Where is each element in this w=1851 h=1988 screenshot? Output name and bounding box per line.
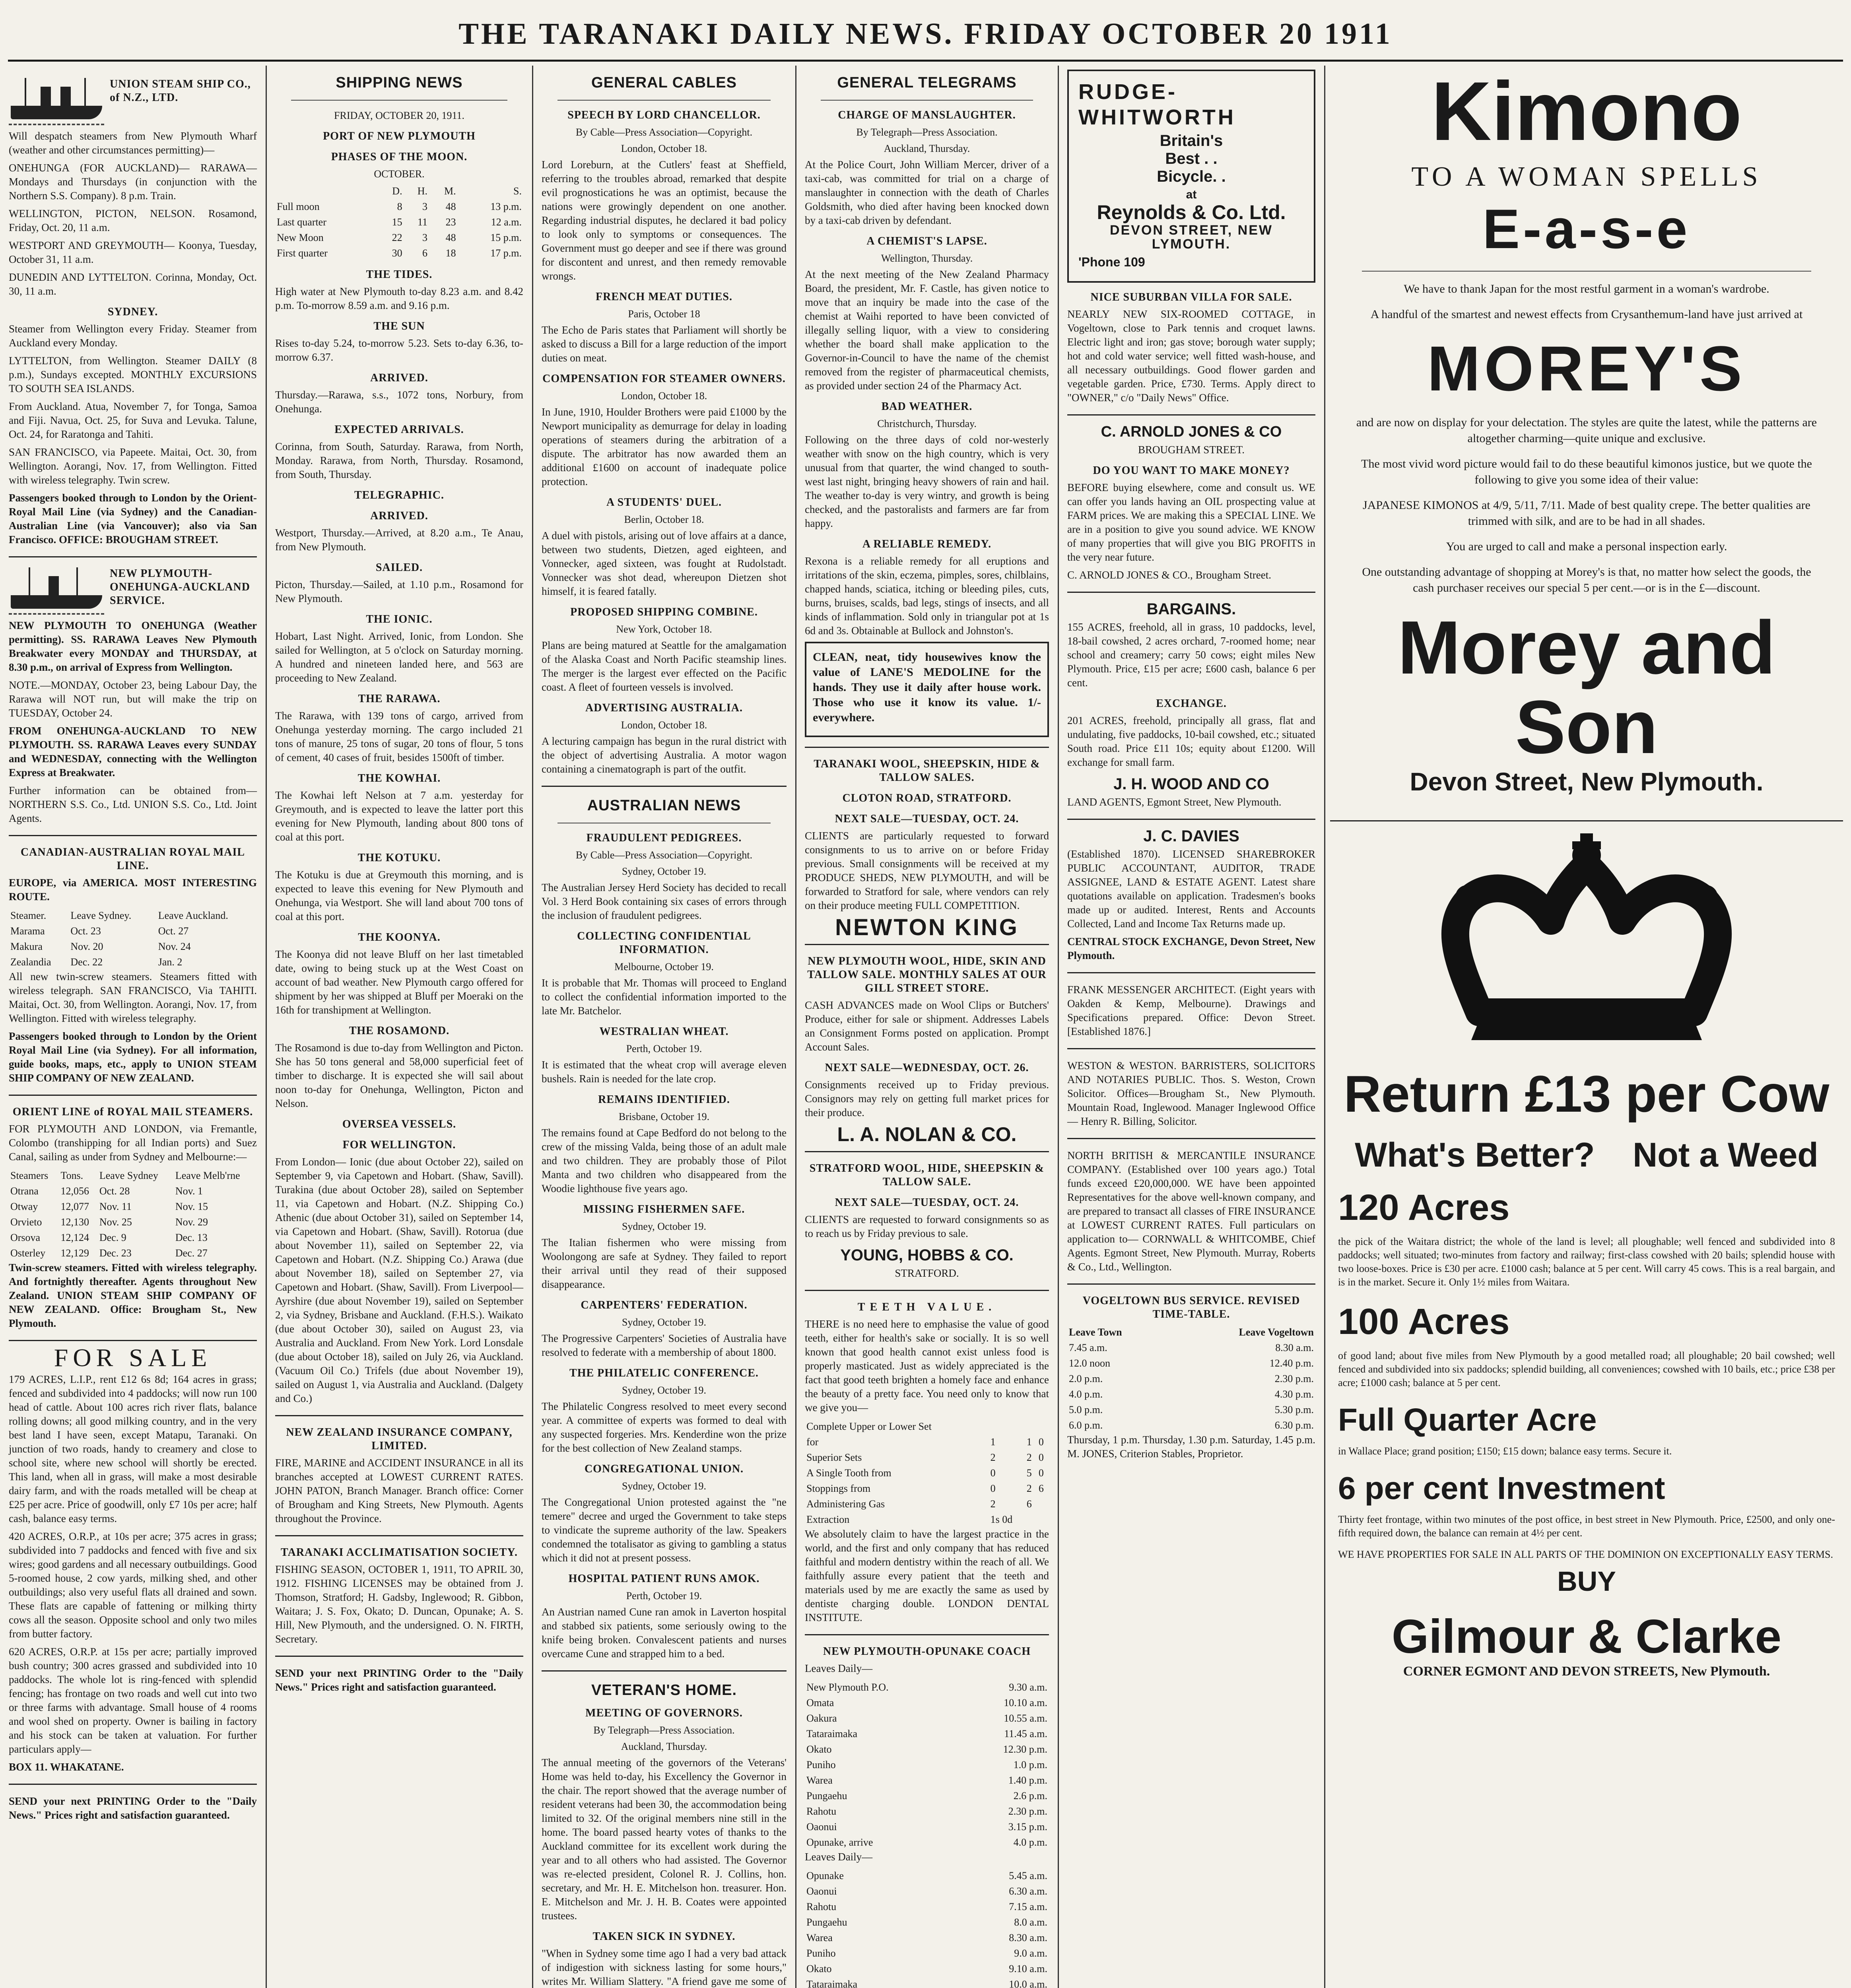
davies-head: J. C. DAVIES (1143, 827, 1239, 845)
shipping-date: FRIDAY, OCTOBER 20, 1911. (334, 110, 464, 121)
divider (291, 100, 507, 101)
tel-date: Wellington, Thursday. (881, 252, 973, 264)
tel-text: Following on the three days of cold nor-westerly weather with snow on the high country, which is very unusual from that quarter, the wind changed to south-west last night, bringing heavy showers of rain and hail. The weather to-day is very wintry, and growth is being checked, and the pastoralists and farmers are far from happy. (805, 434, 1049, 529)
aus-date: Perth, October 19. (626, 1590, 702, 1602)
printing-ad: SEND your next PRINTING Order to the "Daily News." Prices right and satisfaction guaranteed. (275, 1667, 523, 1693)
sale-note: Consignments received up to Friday previous. Consignors may rely on getting full market prices for their produce. (805, 1079, 1049, 1118)
arrived2-head: ARRIVED. (370, 510, 428, 522)
divider (805, 1634, 1049, 1635)
aus-date: Melbourne, October 19. (614, 961, 714, 973)
ease-title: E-a-s-e (1482, 198, 1691, 260)
canadian-head: CANADIAN-AUSTRALIAN ROYAL MAIL LINE. (20, 846, 245, 872)
morey-son-title: Morey and Son (1397, 606, 1776, 769)
veterans-title: VETERAN'S HOME. (591, 1682, 737, 1699)
acres-120-head: 120 Acres (1338, 1187, 1510, 1228)
expected-text: Corinna, from South, Saturday. Rarawa, from North, Monday. Rarawa, from North, Thursday. Rosamond, from South, Thursday. (275, 441, 523, 480)
tel-head: BAD WEATHER. (881, 400, 973, 413)
divider (1067, 1048, 1315, 1049)
cow-sub2: Not a Weed (1633, 1136, 1818, 1174)
kotuku-text: The Kotuku is due at Greymouth this morning, and is expected to leave this evening for New Plymouth and Onehunga, via Westport. She will land about 700 tons of coal at this port. (275, 869, 523, 922)
wood-head: J. H. WOOD AND CO (1113, 775, 1269, 793)
orient-ad (9, 1105, 257, 1330)
forsale-420: 420 ACRES, O.R.P., at 10s per acre; 375 acres in grass; subdivided into 7 paddocks and fenced with five and six wires; good gardens and all necessary outbuildings. Good 5-roomed house, 2 cow yards, milking shed, and other outbuildings; also very useful flats all drained and sown. These flats are capable of fattening or milking thirty cows all the season. Opposite school and only two miles from butter factory. (9, 1530, 257, 1640)
aus-text: An Austrian named Cune ran amok in Laverton hospital and stabbed six patients, some seriously owing to the knife being broken. Convalescent patients and nurses overcame Cune and strapped him to a bed. (542, 1606, 787, 1660)
nzins-head: NEW ZEALAND INSURANCE COMPANY, LIMITED. (286, 1426, 513, 1452)
lane-text: CLEAN, neat, tidy housewives know the value of LANE'S MEDOLINE for the hands. They use it daily after house work. Those who use it know its value. 1/- everywhere. (813, 650, 1041, 724)
telegraphic-head: TELEGRAPHIC. (354, 489, 444, 501)
cow-sub1: What's Better? (1355, 1136, 1595, 1174)
arnold-head: C. ARNOLD JONES & CO (1101, 423, 1282, 440)
divider (1067, 1138, 1315, 1139)
column-5 (1059, 66, 1324, 1988)
central-exchange: CENTRAL STOCK EXCHANGE, Devon Street, New Plymouth. (1067, 936, 1315, 961)
nps-note: NOTE.—MONDAY, October 23, being Labour Day, the Rarawa will NOT run, but will make the trip on TUESDAY, October 24. (9, 679, 257, 719)
printing-ad: SEND your next PRINTING Order to the "Daily News." Prices right and satisfaction guaranteed. (9, 1795, 257, 1821)
arrived2-text: Westport, Thursday.—Arrived, at 8.20 a.m., Te Anau, from New Plymouth. (275, 527, 523, 553)
tel-text: Rexona is a reliable remedy for all eruptions and irritations of the skin, eczema, pimples, sores, chilblains, chapped hands, sciatica, itching or bleeding piles, cuts, burns, bruises, scalds, bad legs, stings of insects, and all kinds of inflammation. Sold only in triangular pot at 1s 6d and 3s. Obtainable at Bullock and Johnston's. (805, 555, 1049, 637)
sale-sub: CLOTON ROAD, STRATFORD. (842, 792, 1012, 804)
bargain-155: 155 ACRES, freehold, all in grass, 10 paddocks, level, 18-bail cowshed, 2 acres orchard, 7-roomed home; near school and creamery; carry 50 cows; eight miles New Plymouth. Price, £15 per acre; £600 cash, balance 6 per cent. (1067, 621, 1315, 689)
moon-head: PHASES OF THE MOON. (331, 151, 468, 163)
orient-table: Steamers Tons. Leave Sydney Leave Melb'rne Otrana 12,056 Oct. 28 Nov. 1 Otway 12,077 Nov. 11 Nov. 15 Orvieto 12,130 Nov. 25 Nov. 29 Orsova 12,124 Dec. 9 Dec. 13 Osterley 12,129 Dec. 23 Dec. 27 (10, 1170, 240, 1259)
rudge-line: Best . . (1165, 150, 1218, 167)
divider (557, 100, 771, 101)
masthead-rule (8, 60, 1843, 62)
union-wellington: WELLINGTON, PICTON, NELSON. Rosamond, Friday, Oct. 20, 11 a.m. (9, 208, 257, 233)
aus-text: It is probable that Mr. Thomas will proceed to England to collect the confidential information imported to the late Mr. Batchelor. (542, 977, 787, 1017)
canadian-table: Steamer. Leave Sydney. Leave Auckland. Marama Oct. 23 Oct. 27 Makura Nov. 20 Nov. 24 Zealandia Dec. 22 Jan. 2 (10, 910, 228, 968)
aus-head: FRAUDULENT PEDIGREES. (586, 832, 742, 844)
nzins-text: FIRE, MARINE and ACCIDENT INSURANCE in all its branches accepted at LOWEST CURRENT RATES. JOHN PATON, Branch Manager. Branch office: Corner of Brougham and King Streets, New Plymouth. Agents throughout the Province. (275, 1457, 523, 1524)
newton-king: NEWTON KING (835, 914, 1019, 940)
coach-head: NEW PLYMOUTH-OPUNAKE COACH (823, 1645, 1031, 1658)
column-4 (796, 66, 1058, 1988)
divider (542, 1670, 787, 1672)
sale-text: CASH ADVANCES made on Wool Clips or Butchers' Produce, either for sale or shipment. Addresses Labels an Consignment Forms posted on application. Prompt Account Sales. (805, 999, 1049, 1053)
teeth-text: THERE is no need here to emphasise the value of good teeth, either for health's sake or socially. It is so well known that good health cannot exist unless food is properly masticated. Just as widely appreciated is the fact that good teeth brighten a homely face and enhance the beauty of a pretty face. You need only to know that we give you— (805, 1318, 1049, 1413)
vet-text: "When in Sydney some time ago I had a very bad attack of indigestion with sickness lasting for some hours," writes Mr. William Slattery. "A friend gave me some of (542, 1947, 787, 1987)
canadian-office: Passengers booked through to London by the Orient Royal Mail Line (via Sydney). For all information, guide books, maps, etc., apply to UNION STEAM SHIP COMPANY OF NEW ZEALAND. (9, 1030, 257, 1084)
cable-date: London, October 18. (621, 390, 707, 402)
woman-spells: TO A WOMAN SPELLS (1411, 161, 1762, 192)
vet-head: TAKEN SICK IN SYDNEY. (592, 1930, 736, 1943)
sailed-text: Picton, Thursday.—Sailed, at 1.10 p.m., Rosamond for New Plymouth. (275, 579, 523, 604)
aus-date: Sydney, October 19. (622, 1316, 707, 1328)
aus-date: Brisbane, October 19. (618, 1111, 710, 1122)
quarter-acre-head: Full Quarter Acre (1338, 1402, 1597, 1437)
divider (275, 1415, 523, 1416)
sale-head: TARANAKI WOOL, SHEEPSKIN, HIDE & TALLOW SALES. (814, 758, 1040, 784)
morey-p3: and are now on display for your delectation. The styles are quite the latest, while the patterns are altogether charming—quite unique and exclusive. (1356, 416, 1817, 445)
cable-date: London, October 18. (621, 719, 707, 731)
bus-table: Leave Town Leave Vogeltown 7.45 a.m. 8.30 a.m. 12.0 noon 12.40 p.m. 2.0 p.m. 2.30 p.m. 4.0 p.m. 4.30 p.m. 5.0 p.m. 5.30 p.m. 6.0 p.m. 6.30 p.m. (1069, 1326, 1314, 1431)
union-sanfran: SAN FRANCISCO, via Papeete. Maitai, Oct. 30, from Wellington. Aorangi, Nov. 17, from Wellington. Fitted with wireless telegraphy. Twin screw. (9, 446, 257, 486)
union-intro: Will despatch steamers from New Plymouth Wharf (weather and other circumstances permitting)— (9, 130, 257, 156)
telegrams-title: GENERAL TELEGRAMS (837, 74, 1017, 91)
aus-text: The remains found at Cape Bedford do not belong to the crew of the missing Valda, being those of an adult male and two children. They are probably those of Pilot Manta and two children who disappeared from the Woodie lighthouse five years ago. (542, 1127, 787, 1194)
divider (1067, 414, 1315, 415)
sale-next: NEXT SALE—TUESDAY, OCT. 24. (835, 1196, 1019, 1209)
tel-text: At the Police Court, John William Mercer, driver of a taxi-cab, was committed for trial on a charge of manslaughter in connection with the death of Charles Goldsmith, who died after having been knocked down by a taxi-cab driven by defendant. (805, 159, 1049, 226)
villa-text: NEARLY NEW SIX-ROOMED COTTAGE, in Vogeltown, close to Park tennis and croquet lawns. Electric light and iron; gas stove; borough water supply; hot and cold water service; well fitted wash-house, and all necessary outbuildings. Good flower garden and vegetable garden. Price, £730. Terms. Apply direct to "OWNER," c/o "Daily News" Office. (1067, 308, 1315, 404)
sale-head: STRATFORD WOOL, HIDE, SHEEPSKIN & TALLOW SALE. (809, 1162, 1045, 1188)
divider (805, 1290, 1049, 1291)
nps-body: NEW PLYMOUTH TO ONEHUNGA (Weather permitting). SS. RARAWA Leaves New Plymouth Breakwater every MONDAY and THURSDAY, at 8.30 p.m., on arrival of Express from Wellington. (9, 619, 257, 673)
villa-head: NICE SUBURBAN VILLA FOR SALE. (1090, 291, 1292, 303)
coach-table-return: Opunake 5.45 a.m. Oaonui 6.30 a.m. Rahotu 7.15 a.m. Pungaehu 8.0 a.m. Warea 8.30 a.m. Puniho 9.0 a.m. Okato 9.10 a.m. Tataraimaka 10.0 a.m. (806, 1870, 1047, 1988)
acres-100-head: 100 Acres (1338, 1301, 1510, 1342)
tel-date: Auckland, Thursday. (884, 143, 970, 154)
aus-head: MISSING FISHERMEN SAFE. (583, 1203, 745, 1215)
masthead-title: THE TARANAKI DAILY NEWS. FRIDAY OCTOBER 20 1911 (458, 17, 1393, 50)
tel-text: At the next meeting of the New Zealand Pharmacy Board, the president, Mr. F. Castle, has given notice to move that an inquiry be made into the case of the chemist at Waihi reported to have been convicted of illegally selling liquor, with a view to considering whether the board shall make application to the Governor-in-Council to have the name of the chemist removed from the register of pharmaceutical chemists, as provided under section 24 of the Pharmacy Act. (805, 268, 1049, 392)
rudge-addr: DEVON STREET, NEW LYMOUTH. (1110, 223, 1273, 252)
aus-text: The Congregational Union protested against the "ne temere" decree and urged the Government to take steps to vindicate the supreme authority of the law. Speakers condemned the totalisator as giving to gambling a status which it did not at present possess. (542, 1496, 787, 1564)
sun-head: THE SUN (373, 320, 425, 332)
tel-head: A RELIABLE REMEDY. (862, 538, 992, 550)
canadian-sub: EUROPE, via AMERICA. MOST INTERESTING ROUTE. (9, 877, 257, 903)
kotuku-head: THE KOTUKU. (357, 852, 441, 864)
union-sydney-head: SYDNEY. (107, 306, 158, 318)
divider (805, 1151, 1049, 1152)
rudge-line: Bicycle. . (1157, 168, 1226, 185)
tides-head: THE TIDES. (366, 268, 433, 281)
cable-date: London, October 18. (621, 143, 707, 154)
sale-head: NEW PLYMOUTH WOOL, HIDE, SKIN AND TALLOW SALE. MONTHLY SALES AT OUR GILL STREET STORE. (807, 955, 1047, 994)
cable-date: Paris, October 18 (628, 308, 700, 320)
gilmour-address: CORNER EGMONT AND DEVON STREETS, New Plymouth. (1403, 1664, 1770, 1679)
orient-note: Twin-screw steamers. Fitted with wireless telegraphy. And fortnightly thereafter. Agents throughout New Zealand. UNION STEAM SHIP COMPANY OF NEW ZEALAND. Office: Brougham St., New Plymouth. (9, 1262, 257, 1329)
cable-text: Plans are being matured at Seattle for the amalgamation of the Alaska Coast and North Pacific steamship lines. The merger is the largest ever effected on the Pacific coast. A fleet of fourteen vessels is involved. (542, 639, 787, 693)
aus-head: CONGREGATIONAL UNION. (584, 1463, 744, 1475)
union-dunedin: DUNEDIN AND LYTTELTON. Corinna, Monday, Oct. 30, 11 a.m. (9, 271, 257, 297)
union-sydney: Steamer from Wellington every Friday. Steamer from Auckland every Monday. (9, 323, 257, 349)
morey-ad (1330, 66, 1843, 1679)
divider (542, 786, 787, 787)
moreys-title: MOREY'S (1427, 333, 1746, 404)
divider (805, 944, 1049, 945)
shipping-title: SHIPPING NEWS (336, 74, 463, 91)
divider (9, 556, 257, 557)
nps-ad (9, 567, 257, 825)
aus-text: It is estimated that the wheat crop will average eleven bushels. Rain is needed for the late crop. (542, 1059, 787, 1085)
arnold-q: DO YOU WANT TO MAKE MONEY? (1093, 464, 1290, 477)
sale-text: CLIENTS are particularly requested to forward consignments to us to arrive on or before Friday previous. Small consignments will be received at my PRODUCE SHEDS, NEW PLYMOUTH, and will be forwarded to Stratford for sale, where vendors can rely on their produce meeting FULL COMPETITION. (805, 830, 1049, 911)
bus-head: VOGELTOWN BUS SERVICE. REVISED TIME-TABLE. (1082, 1295, 1300, 1320)
frank-messenger: FRANK MESSENGER ARCHITECT. (Eight years with Oakden & Kemp, Melbourne). Drawings and Specifications prepared. Office: Devon Street. [Established 1876.] (1067, 984, 1315, 1037)
aus-date: Sydney, October 19. (622, 1221, 707, 1232)
union-westport: WESTPORT AND GREYMOUTH— Koonya, Tuesday, October 31, 11 a.m. (9, 239, 257, 265)
nps-head: NEW PLYMOUTH-ONEHUNGA-AUCKLAND SERVICE. (110, 567, 250, 607)
divider (1067, 1283, 1315, 1285)
cable-text: A duel with pistols, arising out of love affairs at a dance, between two students, Dietzen, aged eighteen, and Vonnecker, aged sixteen, was fought at Rudolstadt. Vonnecker was shot dead, whereupon Dietzen shot himself, it is feared fatally. (542, 530, 787, 597)
rudge-at: at (1186, 188, 1197, 201)
arnold-sig: C. ARNOLD JONES & CO., Brougham Street. (1067, 569, 1271, 581)
ionic-text: Hobart, Last Night. Arrived, Ionic, from London. She sailed for Wellington, at 5 o'clock on Saturday morning. A hundred and nineteen landed here, and 563 are proceeding to New Zealand. (275, 630, 523, 684)
cow-subtitle (1330, 1136, 1843, 1175)
cable-head: PROPOSED SHIPPING COMBINE. (570, 606, 758, 618)
coach-table: New Plymouth P.O. 9.30 a.m. Omata 10.10 a.m. Oakura 10.55 a.m. Tataraimaka 11.45 a.m. Okato 12.30 p.m. Puniho 1.0 p.m. Warea 1.40 p.m. Pungaehu 2.6 p.m. Rahotu 2.30 p.m. Oaonui 3.15 p.m. Opunake, arrive 4.0 p.m. (806, 1681, 1047, 1848)
divider (1067, 819, 1315, 820)
overseas-head: OVERSEA VESSELS. (342, 1118, 456, 1130)
aus-head: WESTRALIAN WHEAT. (599, 1025, 729, 1038)
divider (9, 835, 257, 836)
aus-text: The Progressive Carpenters' Societies of Australia have resolved to federate with a membership of about 1800. (542, 1332, 787, 1358)
arnold-text: BEFORE buying elsewhere, come and consult us. WE can offer you lands having an OIL prospecting value at FARM prices. We are making this a SPECIAL LINE. We are in a position to give you sound advice. WE KNOW of many properties that will give you BIG PROFITS in the very near future. (1067, 481, 1315, 563)
rarawa-head: THE RARAWA. (358, 693, 441, 705)
cable-head: SPEECH BY LORD CHANCELLOR. (567, 109, 761, 121)
arrived-head: ARRIVED. (370, 372, 428, 384)
cable-date: New York, October 18. (616, 623, 712, 635)
nps-from: FROM ONEHUNGA-AUCKLAND TO NEW PLYMOUTH. SS. RARAWA Leaves every SUNDAY and WEDNESDAY, connecting with the Wellington Express at Breakwater. (9, 725, 257, 779)
column-rule (1324, 66, 1325, 1988)
davies-text: (Established 1870). LICENSED SHAREBROKER PUBLIC ACCOUNTANT, AUDITOR, TRADE ASSIGNEE, LAND & ESTATE AGENT. Latest share quotations available on application. Tradesmen's books made up or audited. Interest, Rents and Accounts Collected, Land and Income Tax Returns made up. (1067, 848, 1315, 930)
union-passengers: Passengers booked through to London by the Orient-Royal Mail Line (via Sydney) and the Canadian-Australian Line (via Vancouver); also via San Francisco. OFFICE: BROUGHAM STREET. (9, 492, 257, 546)
expected-head: EXPECTED ARRIVALS. (334, 423, 464, 436)
divider (1067, 592, 1315, 593)
invest-text: Thirty feet frontage, within two minutes of the post office, in best street in New Plymouth. Price, £2500, and only one-fifth required down, the balance can remain at 4½ per cent. (1338, 1514, 1835, 1539)
divider (9, 1784, 257, 1785)
moon-table: D. H. M. S. Full moon 8 3 48 13 p.m. Last quarter 15 11 23 12 a.m. New Moon 22 3 48 15 p.m. First quarter 30 6 18 17 p.m. (277, 185, 522, 259)
divider (821, 100, 1033, 101)
crown-illustration (1431, 833, 1742, 1056)
weston-ad: WESTON & WESTON. BARRISTERS, SOLICITORS AND NOTARIES PUBLIC. Thos. S. Weston, Crown Solicitor. Offices—Brougham St., New Plymouth. Mountain Road, Inglewood. Manager Inglewood Office — Henry R. Billing, Solicitor. (1067, 1060, 1315, 1127)
morey-p4: The most vivid word picture would fail to do these beautiful kimonos justice, but we quote the following to give you some idea of their value: (1361, 457, 1812, 486)
australian-title: AUSTRALIAN NEWS (587, 797, 741, 814)
aus-text: The Australian Jersey Herd Society has decided to recall Vol. 3 Herd Book containing six cases of errors through the inclusion of fraudulent pedigrees. (542, 881, 787, 921)
forsale-179: 179 ACRES, L.I.P., rent £12 6s 8d; 164 acres in grass; fenced and subdivided into 4 paddocks; will now run 100 head of cattle. About 100 acres rich river flats, balance rolling downs; all good milking country, and in the very best land I have seen, except Matapu, Taranaki. On junction of two roads, handy to creamery and close to school site, where new school will shortly be erected. This land, when all in grass, will make a most desirable dairy farm, and with the roads metalled will be cheap at £25 per acre. Price of goodwill, only £7 10s per acre; half cash, balance easy terms. (9, 1373, 257, 1524)
divider (275, 1535, 523, 1536)
teeth-close: We absolutely claim to have the largest practice in the world, and the first and only company that has reduced faithful and modern dentistry within the reach of all. We faithfully assure every patient that the teeth and materials used by me are exactly the same as used by dentiste charging double. LONDON DENTAL INSTITUTE. (805, 1528, 1049, 1623)
union-islands: From Auckland. Atua, November 7, for Tonga, Samoa and Fiji. Navua, Oct. 25, for Suva and Levuka. Talune, Oct. 24, for Raratonga and Tahiti. (9, 400, 257, 440)
forsale-head: FOR SALE (54, 1343, 212, 1372)
cable-by: By Cable—Press Association—Copyright. (575, 126, 753, 138)
acclim-text: FISHING SEASON, OCTOBER 1, 1911, TO APRIL 30, 1912. FISHING LICENSES may be obtained from J. Thomson, Stratford; H. Gadsby, Inglewood; R. Gibbon, Waitara; J. S. Fox, Okato; D. Duncan, Opunake; A. S. Hill, New Plymouth, and the undersigned. O. N. FIRTH, Secretary. (275, 1563, 523, 1645)
young-hobbs: YOUNG, HOBBS & CO. (840, 1246, 1014, 1264)
aus-head: COLLECTING CONFIDENTIAL INFORMATION. (577, 930, 751, 956)
aus-head: HOSPITAL PATIENT RUNS AMOK. (568, 1573, 760, 1585)
overseas-sub: FOR WELLINGTON. (342, 1139, 456, 1151)
wood-sub: LAND AGENTS, Egmont Street, New Plymouth. (1067, 796, 1282, 808)
nolan: L. A. NOLAN & CO. (837, 1123, 1017, 1145)
cow-title: Return £13 per Cow (1344, 1065, 1830, 1123)
column-3 (533, 66, 795, 1988)
bargains-head: BARGAINS. (1146, 600, 1236, 618)
teeth-head: TEETH VALUE. (857, 1301, 996, 1313)
orient-body: FOR PLYMOUTH AND LONDON, via Fremantle, Colombo (transhipping for all Indian ports) and Suez Canal, sailing as under from Sydney and Melbourne:— (9, 1123, 257, 1163)
aus-head: REMAINS IDENTIFIED. (598, 1093, 730, 1106)
steamship-icon (9, 78, 104, 129)
exchange-head: EXCHANGE. (1156, 697, 1227, 710)
arrived-text: Thursday.—Rarawa, s.s., 1072 tons, Norbury, from Onehunga. (275, 389, 523, 415)
aus-text: The Italian fishermen who were missing from Woolongong are safe at Sydney. They failed to report their arrival until they read of their supposed disappearance. (542, 1237, 787, 1290)
union-steamship-ad (9, 78, 257, 547)
morey-p5: JAPANESE KIMONOS at 4/9, 5/11, 7/11. Made of best quality crepe. The better qualities are trimmed with silk, and are to be had in all shades. (1363, 499, 1810, 528)
nps-fares: Further information can be obtained from— NORTHERN S.S. Co., Ltd. UNION S.S. Co., Ltd. Joint Agents. (9, 784, 257, 824)
divider (1362, 271, 1811, 272)
morey-p2: A handful of the smartest and newest effects from Crysanthemum-land have just arrived at (1370, 308, 1803, 321)
forsale-620: 620 ACRES, O.R.P. at 15s per acre; partially improved bush country; 300 acres grassed and subdivided into 10 paddocks. The whole lot is ring-fenced with splendid fencing; has frontage on two roads and well cut into two or three farms with advantage. Small house of 4 rooms and wool shed on property. Owner is bailing in factory and his stock can be taken at valuation. For further particulars apply— (9, 1646, 257, 1755)
overseas-text: From London— Ionic (due about October 22), sailed on September 9, via Capetown and Hobart. (Shaw, Savill). Turakina (due about October 28), sailed on September 11, via Capetown and Hobart. (N.Z. Shipping Co.) Athenic (due about October 31), sailed on September 14, via Capetown and Hobart. (Shaw, Savill). Rotorua (due about November 11), sailed on September 22, via Capetown and Hobart. (N.Z. Shipping Co.) Arawa (due about November 18), sailed on September 27, via Capetown and Hobart. (Shaw, Savill). From Liverpool— Ayrshire (due about November 19), sailed on September 2, via Sydney, Brisbane and Auckland. (F.H.S.). Waikato (due about October 30), sailed on August 23, via Australia and Auckland. From New York. Lord Lonsdale (due about October 18), sailed on July 26, via Auckland. (Vacuum Oil Co.) Trifels (due about November 19), sailed on August 1, via Australia and Auckland. (Dalgety and Co.) (275, 1156, 523, 1404)
moon-month: OCTOBER. (374, 168, 425, 180)
rudge-line: Britain's (1160, 132, 1223, 149)
invest-head: 6 per cent Investment (1338, 1470, 1665, 1506)
cable-head: ADVERTISING AUSTRALIA. (585, 702, 743, 714)
union-onehunga: ONEHUNGA (FOR AUCKLAND)— RARAWA—Mondays and Thursdays (in conjunction with the Northern S.S. Company). 8 p.m. Train. (9, 162, 257, 202)
morey-address: Devon Street, New Plymouth. (1410, 767, 1764, 796)
orient-head: ORIENT LINE of ROYAL MAIL STEAMERS. (12, 1106, 253, 1118)
acres-100-text: of good land; about five miles from New Plymouth by a good metalled road; all ploughable; 20 bail cowshed; well fenced and subdivided into six paddocks; splendid building, all conveniences; cowshed with 10 bails, etc.; price £38 per acre; £1000 cash; balance at 5 per cent. (1338, 1350, 1835, 1388)
column-2 (266, 66, 532, 1988)
cable-head: A STUDENTS' DUEL. (606, 496, 722, 509)
rudge-phone: 'Phone 109 (1078, 255, 1145, 269)
cable-text: Lord Loreburn, at the Cutlers' feast at Sheffield, referring to the troubles abroad, remarked that despite evil prognostications he was an optimist, because the nations were growingly dependent on one another. Regarding industrial disputes, he declared it bad policy to look only to symptoms or consequences. The Government must go deeper and see if there was ground for discontent and unrest, and then remedy removable wrongs. (542, 159, 787, 282)
divider (1067, 972, 1315, 973)
bus-note: Thursday, 1 p.m. Thursday, 1.30 p.m. Saturday, 1.45 p.m. M. JONES, Criterion Stables, Proprietor. (1067, 1434, 1315, 1460)
sun-text: Rises to-day 5.24, to-morrow 5.23. Sets to-day 6.36, to-morrow 6.37. (275, 337, 523, 363)
morey-p1: We have to thank Japan for the most restful garment in a woman's wardrobe. (1404, 282, 1769, 295)
aus-date: Sydney, October 19. (622, 866, 707, 877)
kowhai-text: The Kowhai left Nelson at 7 a.m. yesterday for Greymouth, and is expected to leave the latter port this evening for New Plymouth, landing about 800 tons of coal at this port. (275, 789, 523, 843)
koonya-text: The Koonya did not leave Bluff on her last timetabled date, owing to being stuck up at the West Coast on account of bad weather. New Plymouth cargo offered for shipment by her was shipped at Bluff per Moeraki on the 16th for transhipment at Wellington. (275, 948, 523, 1016)
properties-note: WE HAVE PROPERTIES FOR SALE IN ALL PARTS OF THE DOMINION ON EXCEPTIONALLY EASY TERMS. (1338, 1549, 1833, 1560)
north-british-ad: NORTH BRITISH & MERCANTILE INSURANCE COMPANY. (Established over 100 years ago.) Total funds exceed £20,000,000. WE have been appointed Representatives for the above well-known company, and are prepared to transact all classes of FIRE INSURANCE at LOWEST CURRENT RATES. Full particulars on application to— CORNWALL & WHITCOMBE, Chief Agents. Egmont Street, New Plymouth. Murray, Roberts & Co., Ltd., Wellington. (1067, 1149, 1315, 1273)
sale-next: NEXT SALE—WEDNESDAY, OCT. 26. (825, 1062, 1029, 1074)
union-lyttelton: LYTTELTON, from Wellington. Steamer DAILY (8 p.m.), Sundays excepted. MONTHLY EXCURSIONS TO SOUTH SEA ISLANDS. (9, 355, 257, 394)
tel-by: By Telegraph—Press Association. (856, 126, 998, 138)
kowhai-head: THE KOWHAI. (357, 772, 441, 784)
rosamond-text: The Rosamond is due to-day from Wellington and Picton. She has 50 tons general and 58,000 superficial feet of timber to discharge. It is expected she will sail about noon to-day for Onehunga, Wellington, Picton and Nelson. (275, 1042, 523, 1109)
acclim-head: TARANAKI ACCLIMATISATION SOCIETY. (281, 1546, 518, 1559)
divider (9, 1340, 257, 1341)
coach-sub: Leaves Daily— (805, 1851, 873, 1863)
vet-head: MEETING OF GOVERNORS. (585, 1707, 743, 1719)
rosamond-head: THE ROSAMOND. (349, 1025, 450, 1037)
vet-date: Auckland, Thursday. (621, 1741, 707, 1752)
forsale-ad (9, 1343, 257, 1774)
cable-head: FRENCH MEAT DUTIES. (596, 291, 732, 303)
port-head: PORT OF NEW PLYMOUTH (323, 130, 476, 142)
quarter-acre-text: in Wallace Place; grand position; £150; £15 down; balance easy terms. Secure it. (1338, 1445, 1672, 1457)
vet-by: By Telegraph—Press Association. (593, 1724, 735, 1736)
aus-text: The Philatelic Congress resolved to meet every second year. A committee of experts was formed to deal with any suspected forgeries. Mrs. Kenderdine won the prize for the best collection of New Zealand stamps. (542, 1400, 787, 1454)
vet-text: The annual meeting of the governors of the Veterans' Home was held to-day, his Excellency the Governor in the chair. The report showed that the average number of resident veterans had been 30, the accommodation being limited to 32. Of the original members nine still in the home. The board passed hearty votes of thanks to the Auckland committee for its excellent work during the year and to all others who had assisted. The Governor was re-elected president, Colonel R. J. Collins, hon. secretary, and Mr. H. E. Mitchelson hon. treasurer. Hon. E. Mitchelson and Mr. J. H. B. Coates were appointed trustees. (542, 1757, 787, 1922)
cable-text: A lecturing campaign has begun in the rural district with the object of advertising Australia. A motor wagon containing a cinematograph is part of the outfit. (542, 735, 787, 775)
aus-date: Sydney, October 19. (622, 1384, 707, 1396)
forsale-box: BOX 11. WHAKATANE. (9, 1761, 124, 1773)
divider (9, 1095, 257, 1096)
cable-date: Berlin, October 18. (624, 514, 704, 525)
coach-sub: Leaves Daily— (805, 1662, 873, 1674)
cable-text: The Echo de Paris states that Parliament will shortly be asked to discuss a Bill for a large reduction of the import duties on meat. (542, 324, 787, 364)
aus-by: By Cable—Press Association—Copyright. (575, 849, 753, 861)
sale-text: CLIENTS are requested to forward consignments so as to reach us by Friday previous to sale. (805, 1213, 1049, 1239)
cables-title: GENERAL CABLES (591, 74, 737, 91)
aus-date: Sydney, October 19. (622, 1480, 707, 1492)
divider (805, 747, 1049, 748)
crown-icon (1330, 833, 1843, 1056)
union-head: UNION STEAM SHIP CO., of N.Z., LTD. (110, 78, 251, 104)
rarawa-text: The Rarawa, with 139 tons of cargo, arrived from Onehunga yesterday morning. The cargo included 21 tons of manure, 25 tons of sugar, 20 tons of flour, 5 tons of cement, 40 cases of fruit, besides 1500ft of timber. (275, 710, 523, 763)
cable-head: COMPENSATION FOR STEAMER OWNERS. (542, 373, 786, 385)
gilmour-clarke: Gilmour & Clarke (1391, 1610, 1782, 1663)
sailed-head: SAILED. (375, 561, 423, 574)
bargain-201: 201 ACRES, freehold, principally all grass, flat and undulating, five paddocks, 10-bail cowshed, etc.; situated South road. Price £11 10s; equity about £1200. Will exchange for small farm. (1067, 714, 1315, 768)
rudge-shop: Reynolds & Co. Ltd. (1097, 201, 1286, 223)
buy-word: BUY (1557, 1566, 1616, 1597)
tel-date: Christchurch, Thursday. (877, 418, 977, 429)
ionic-head: THE IONIC. (366, 613, 433, 625)
canadian-note: All new twin-screw steamers. Steamers fitted with wireless telegraph. SAN FRANCISCO, Via TAHITI. Maitai, Oct. 30, from Wellington. Aorangi, Nov. 17, from Wellington. Fitted with wireless telegraphy. (9, 971, 257, 1024)
canadian-ad (9, 846, 257, 1085)
divider (1330, 820, 1843, 821)
koonya-head: THE KOONYA. (358, 931, 441, 944)
kimono-title: Kimono (1431, 64, 1742, 158)
rudge-title: RUDGE-WHITWORTH (1078, 80, 1236, 129)
tel-head: CHARGE OF MANSLAUGHTER. (838, 109, 1016, 121)
rudge-ad (1067, 70, 1315, 283)
tel-head: A CHEMIST'S LAPSE. (866, 235, 987, 247)
cable-text: In June, 1910, Houlder Brothers were paid £1000 by the Newport municipality as demurrage for delay in loading operations of steamers during the arbitration of a dispute. The arbitrator has now awarded them an additional £1600 on account of inadequate police protection. (542, 406, 787, 487)
tides-text: High water at New Plymouth to-day 8.23 a.m. and 8.42 p.m. To-morrow 8.59 a.m. and 9.16 p.m. (275, 285, 523, 311)
column-1 (0, 66, 266, 1988)
divider (275, 1656, 523, 1657)
aus-head: THE PHILATELIC CONFERENCE. (569, 1367, 759, 1379)
morey-p7: One outstanding advantage of shopping at Morey's is that, no matter how select the goods, the cash purchaser receives our special 5 per cent.—or is in the £—discount. (1362, 565, 1811, 594)
morey-p6: You are urged to call and make a personal inspection early. (1446, 540, 1727, 553)
aus-head: CARPENTERS' FEDERATION. (581, 1299, 748, 1311)
teeth-table: Complete Upper or Lower Set for 1 1 0 Superior Sets 2 2 0 A Single Tooth from 0 5 0 Stoppings from 0 2 6 Administering Gas 2 6 Extraction 1s 0d (806, 1421, 1044, 1525)
sale-next: NEXT SALE—TUESDAY, OCT. 24. (835, 813, 1019, 825)
steamship-icon (9, 567, 104, 619)
arnold-sub: BROUGHAM STREET. (1138, 444, 1245, 456)
aus-date: Perth, October 19. (626, 1043, 702, 1054)
acres-120-text: the pick of the Waitara district; the whole of the land is level; all ploughable; well fenced and subdivided into 8 paddocks; well situated; two-minutes from factory and railway; first-class cowshed with 20 bails; splendid house with two loose-boxes. Price is £30 per acre. £1000 cash; balance at 5 per cent. Will carry 45 cows. This is a real bargain, and is in the market. Secure it. Only 1½ miles from Waitara. (1338, 1236, 1835, 1288)
young-loc: STRATFORD. (895, 1267, 959, 1279)
lane-ad (805, 642, 1049, 737)
masthead (0, 12, 1851, 56)
